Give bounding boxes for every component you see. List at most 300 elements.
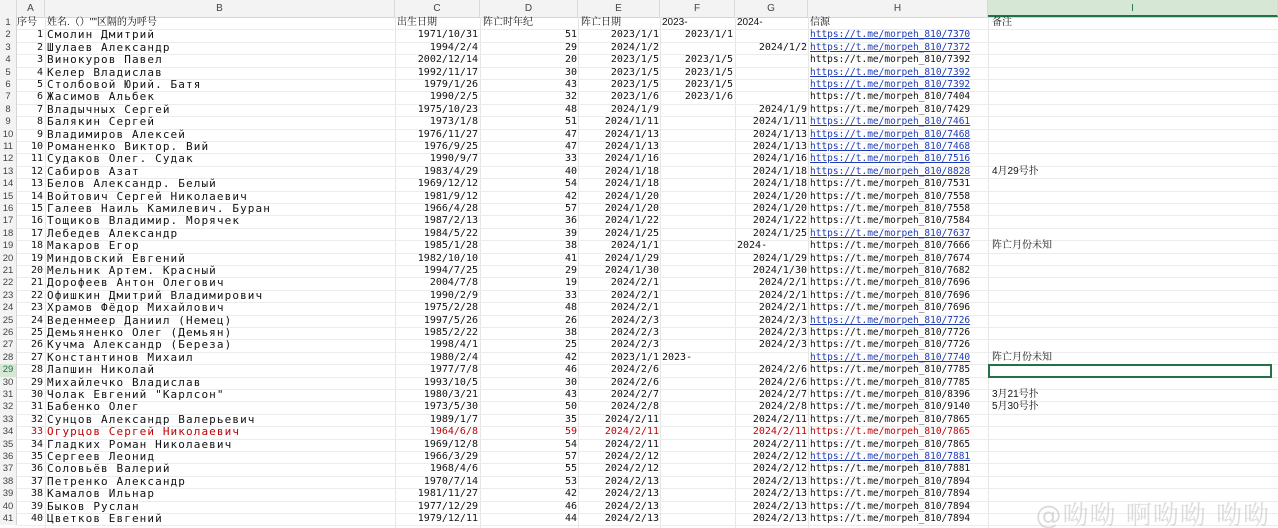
cell-death-date[interactable]: 2023/1/1 bbox=[610, 351, 659, 363]
header-name[interactable]: 姓名.（）""区隔的为呼号 bbox=[47, 17, 157, 28]
cell-name[interactable]: Константинов Михаил bbox=[47, 350, 194, 364]
cell-death-date[interactable]: 2024/1/13 bbox=[604, 128, 659, 140]
header-birth-date[interactable]: 出生日期 bbox=[397, 17, 437, 28]
cell-age[interactable]: 57 bbox=[564, 203, 577, 214]
row-header-24[interactable]: 24 bbox=[0, 302, 17, 314]
cell-index[interactable]: 31 bbox=[30, 401, 43, 413]
cell-birth-date[interactable]: 1990/2/5 bbox=[429, 91, 478, 103]
cell-age[interactable]: 59 bbox=[564, 426, 577, 438]
cell-name[interactable]: Быков Руслан bbox=[47, 499, 140, 513]
cell-2024[interactable]: 2024/1/25 bbox=[752, 227, 807, 239]
cell-source[interactable]: https://t.me/morpeh_810/8396 bbox=[810, 389, 971, 400]
row-header-14[interactable]: 14 bbox=[0, 178, 17, 190]
cell-death-date[interactable]: 2024/1/22 bbox=[604, 215, 659, 227]
cell-source-link[interactable]: https://t.me/morpeh_810/8828 bbox=[810, 165, 971, 177]
cell-note[interactable] bbox=[992, 91, 1192, 103]
cell-birth-date[interactable]: 1964/6/8 bbox=[429, 426, 478, 438]
cell-birth-date[interactable]: 1985/2/22 bbox=[423, 327, 478, 338]
cell-note[interactable] bbox=[992, 327, 1192, 339]
column-header-h[interactable]: H bbox=[808, 0, 988, 17]
cell-age[interactable]: 42 bbox=[564, 488, 577, 500]
cell-index[interactable]: 22 bbox=[30, 289, 43, 301]
cell-age[interactable]: 20 bbox=[564, 54, 577, 66]
cell-source-link[interactable]: https://t.me/morpeh_810/7370 bbox=[810, 29, 971, 41]
cell-name[interactable]: Макаров Егор bbox=[47, 239, 140, 253]
row-header-26[interactable]: 26 bbox=[0, 327, 17, 339]
cell-source-link[interactable]: https://t.me/morpeh_810/7392 bbox=[810, 79, 971, 90]
cell-index[interactable]: 26 bbox=[30, 339, 43, 351]
cell-2023[interactable] bbox=[660, 401, 733, 413]
cell-age[interactable]: 48 bbox=[564, 103, 577, 115]
row-header-21[interactable]: 21 bbox=[0, 265, 17, 277]
cell-2023[interactable] bbox=[660, 439, 733, 451]
cell-note[interactable] bbox=[992, 451, 1192, 463]
cell-death-date[interactable]: 2024/2/3 bbox=[610, 327, 659, 338]
cell-birth-date[interactable]: 1975/10/23 bbox=[417, 103, 478, 115]
cell-source-link[interactable]: https://t.me/morpeh_810/7740 bbox=[810, 351, 971, 363]
cell-age[interactable]: 57 bbox=[564, 451, 577, 462]
cell-source-link[interactable]: https://t.me/morpeh_810/7637 bbox=[810, 227, 971, 239]
cell-source[interactable]: https://t.me/morpeh_810/7429 bbox=[810, 103, 971, 115]
cell-note[interactable] bbox=[992, 315, 1192, 327]
cell-death-date[interactable]: 2024/2/12 bbox=[604, 463, 659, 475]
cell-2024[interactable]: 2024/1/20 bbox=[752, 203, 807, 214]
cell-death-date[interactable]: 2024/1/25 bbox=[604, 227, 659, 239]
cell-birth-date[interactable]: 1975/2/28 bbox=[423, 302, 478, 314]
cell-age[interactable]: 19 bbox=[564, 277, 577, 289]
cell-2024[interactable]: 2024/2/11 bbox=[752, 426, 807, 438]
cell-death-date[interactable]: 2024/1/9 bbox=[610, 103, 659, 115]
cell-2023[interactable] bbox=[660, 476, 733, 488]
cell-2023[interactable] bbox=[660, 116, 733, 128]
cell-age[interactable]: 32 bbox=[564, 91, 577, 103]
cell-index[interactable]: 8 bbox=[36, 116, 43, 128]
cell-source[interactable]: https://t.me/morpeh_810/7881 bbox=[810, 463, 971, 475]
cell-2023[interactable] bbox=[660, 141, 733, 153]
cell-birth-date[interactable]: 1994/2/4 bbox=[429, 41, 478, 53]
cell-note[interactable] bbox=[992, 463, 1192, 475]
cell-source-link[interactable]: https://t.me/morpeh_810/7392 bbox=[810, 66, 971, 78]
cell-death-date[interactable]: 2024/2/6 bbox=[610, 376, 659, 388]
cell-index[interactable]: 4 bbox=[36, 66, 43, 78]
column-header-i[interactable]: I bbox=[988, 0, 1278, 17]
cell-age[interactable]: 25 bbox=[564, 339, 577, 351]
cell-source[interactable]: https://t.me/morpeh_810/7726 bbox=[810, 339, 971, 351]
cell-note[interactable] bbox=[992, 302, 1192, 314]
cell-source[interactable]: https://t.me/morpeh_810/7865 bbox=[810, 438, 971, 450]
cell-birth-date[interactable]: 1969/12/12 bbox=[417, 178, 478, 190]
row-header-17[interactable]: 17 bbox=[0, 215, 17, 227]
cell-death-date[interactable]: 2024/1/29 bbox=[604, 252, 659, 264]
cell-name[interactable]: Соловьёв Валерий bbox=[47, 462, 171, 476]
cell-name[interactable]: Келер Владислав bbox=[47, 65, 163, 79]
cell-note[interactable] bbox=[992, 228, 1192, 240]
cell-index[interactable]: 24 bbox=[30, 314, 43, 326]
cell-age[interactable]: 47 bbox=[564, 128, 577, 140]
cell-source-link[interactable]: https://t.me/morpeh_810/7516 bbox=[810, 153, 971, 165]
cell-index[interactable]: 28 bbox=[30, 364, 43, 376]
cell-birth-date[interactable]: 1990/2/9 bbox=[429, 289, 478, 301]
cell-2024[interactable]: 2024/1/18 bbox=[752, 178, 807, 190]
cell-index[interactable]: 12 bbox=[30, 165, 43, 177]
row-header-23[interactable]: 23 bbox=[0, 290, 17, 302]
cell-age[interactable]: 29 bbox=[564, 265, 577, 276]
cell-death-date[interactable]: 2024/1/18 bbox=[604, 178, 659, 190]
cell-name[interactable]: Дорофеев Антон Олегович bbox=[47, 276, 225, 290]
cell-death-date[interactable]: 2024/1/18 bbox=[604, 165, 659, 177]
cell-note[interactable] bbox=[992, 476, 1192, 488]
cell-birth-date[interactable]: 1977/12/29 bbox=[417, 500, 478, 512]
cell-age[interactable]: 33 bbox=[564, 289, 577, 301]
cell-source[interactable]: https://t.me/morpeh_810/7865 bbox=[810, 426, 971, 438]
row-header-25[interactable]: 25 bbox=[0, 315, 17, 327]
cell-name[interactable]: Белов Александр. Белый bbox=[47, 177, 217, 191]
row-header-31[interactable]: 31 bbox=[0, 389, 17, 401]
cell-name[interactable]: Цветков Евгений bbox=[47, 512, 163, 525]
cell-age[interactable]: 51 bbox=[564, 116, 577, 128]
cell-birth-date[interactable]: 1990/9/7 bbox=[429, 153, 478, 165]
cell-note[interactable] bbox=[992, 426, 1192, 438]
cell-note[interactable] bbox=[992, 277, 1192, 289]
cell-2024[interactable] bbox=[735, 67, 807, 79]
cell-source[interactable]: https://t.me/morpeh_810/7696 bbox=[810, 302, 971, 314]
cell-age[interactable]: 42 bbox=[564, 351, 577, 363]
cell-source[interactable]: https://t.me/morpeh_810/7666 bbox=[810, 240, 971, 252]
cell-2024[interactable]: 2024/2/11 bbox=[752, 438, 807, 450]
cell-2024[interactable]: 2024/2/13 bbox=[752, 475, 807, 487]
cell-index[interactable]: 37 bbox=[30, 475, 43, 487]
cell-source-link[interactable]: https://t.me/morpeh_810/7468 bbox=[810, 128, 971, 140]
cell-age[interactable]: 48 bbox=[564, 302, 577, 314]
cell-2024[interactable]: 2024/1/29 bbox=[752, 252, 807, 264]
cell-2023[interactable]: 2023/1/5 bbox=[684, 54, 733, 66]
cell-name[interactable]: Огурцов Сергей Николаевич bbox=[47, 425, 241, 439]
row-header-29[interactable]: 29 bbox=[0, 364, 17, 376]
header-note[interactable]: 备注 bbox=[992, 17, 1012, 28]
row-header-12[interactable]: 12 bbox=[0, 153, 17, 165]
row-header-9[interactable]: 9 bbox=[0, 116, 17, 128]
cell-2023[interactable] bbox=[660, 513, 733, 525]
row-header-8[interactable]: 8 bbox=[0, 104, 17, 116]
cell-name[interactable]: Сергеев Леонид bbox=[47, 450, 156, 463]
active-cell-selection[interactable] bbox=[988, 364, 1272, 377]
cell-death-date[interactable]: 2024/2/7 bbox=[610, 389, 659, 400]
cell-note[interactable] bbox=[992, 42, 1192, 54]
row-header-40[interactable]: 40 bbox=[0, 501, 17, 513]
cell-death-date[interactable]: 2024/1/20 bbox=[604, 190, 659, 202]
cell-index[interactable]: 18 bbox=[30, 240, 43, 252]
cell-note[interactable] bbox=[992, 29, 1192, 41]
cell-source[interactable]: https://t.me/morpeh_810/7558 bbox=[810, 203, 971, 214]
cell-source[interactable]: https://t.me/morpeh_810/7674 bbox=[810, 252, 971, 264]
cell-name[interactable]: Камалов Ильнар bbox=[47, 487, 156, 501]
cell-note[interactable] bbox=[992, 377, 1192, 389]
row-header-20[interactable]: 20 bbox=[0, 253, 17, 265]
cell-age[interactable]: 39 bbox=[564, 227, 577, 239]
cell-source[interactable]: https://t.me/morpeh_810/7894 bbox=[810, 513, 971, 524]
cell-death-date[interactable]: 2024/1/20 bbox=[604, 203, 659, 214]
cell-source-link[interactable]: https://t.me/morpeh_810/7461 bbox=[810, 116, 971, 128]
cell-death-date[interactable]: 2024/2/8 bbox=[610, 401, 659, 413]
cell-2024[interactable] bbox=[735, 79, 807, 91]
cell-age[interactable]: 46 bbox=[564, 364, 577, 376]
cell-2023[interactable] bbox=[660, 203, 733, 215]
cell-index[interactable]: 32 bbox=[30, 413, 43, 425]
cell-age[interactable]: 51 bbox=[564, 29, 577, 41]
cell-name[interactable]: Лебедев Александр bbox=[47, 226, 179, 240]
cell-note[interactable] bbox=[992, 290, 1192, 302]
header-2023[interactable]: 2023- bbox=[662, 17, 688, 28]
column-header-d[interactable]: D bbox=[480, 0, 578, 17]
cell-death-date[interactable]: 2024/2/12 bbox=[604, 451, 659, 462]
cell-index[interactable]: 3 bbox=[36, 54, 43, 66]
cell-age[interactable]: 38 bbox=[564, 327, 577, 338]
cell-2024[interactable]: 2024/2/3 bbox=[758, 327, 807, 338]
cell-note[interactable] bbox=[992, 215, 1192, 227]
cell-2023[interactable] bbox=[660, 153, 733, 165]
cell-birth-date[interactable]: 1966/4/28 bbox=[423, 203, 478, 214]
cell-2024[interactable]: 2024/1/9 bbox=[758, 103, 807, 115]
cell-2024[interactable] bbox=[735, 91, 807, 103]
cell-birth-date[interactable]: 2004/7/8 bbox=[429, 277, 478, 289]
cell-source[interactable]: https://t.me/morpeh_810/7785 bbox=[810, 364, 971, 376]
cell-death-date[interactable]: 2024/1/11 bbox=[604, 116, 659, 128]
cell-birth-date[interactable]: 1976/9/25 bbox=[423, 141, 478, 152]
cell-note[interactable] bbox=[992, 141, 1192, 153]
cell-index[interactable]: 16 bbox=[30, 215, 43, 227]
cell-death-date[interactable]: 2023/1/6 bbox=[610, 91, 659, 103]
cell-index[interactable]: 36 bbox=[30, 463, 43, 475]
cell-2023[interactable] bbox=[660, 277, 733, 289]
row-header-4[interactable]: 4 bbox=[0, 54, 17, 66]
cell-source[interactable]: https://t.me/morpeh_810/7726 bbox=[810, 327, 971, 338]
cell-2023[interactable] bbox=[660, 215, 733, 227]
cell-note[interactable] bbox=[992, 191, 1192, 203]
cell-2024[interactable]: 2024/2/13 bbox=[752, 500, 807, 512]
cell-2023[interactable] bbox=[660, 488, 733, 500]
row-header-15[interactable]: 15 bbox=[0, 191, 17, 203]
cell-2024[interactable] bbox=[735, 54, 807, 66]
cell-2023[interactable] bbox=[660, 129, 733, 141]
cell-2024[interactable]: 2024/1/20 bbox=[752, 190, 807, 202]
cell-name[interactable]: Владычных Сергей bbox=[47, 102, 171, 116]
cell-index[interactable]: 20 bbox=[30, 265, 43, 276]
header-source[interactable]: 信源 bbox=[810, 17, 830, 28]
cell-birth-date[interactable]: 1980/3/21 bbox=[423, 389, 478, 400]
row-header-33[interactable]: 33 bbox=[0, 414, 17, 426]
cell-2023[interactable]: 2023/1/6 bbox=[684, 91, 733, 103]
cell-2024[interactable]: 2024/2/1 bbox=[758, 302, 807, 314]
cell-index[interactable]: 25 bbox=[30, 327, 43, 338]
cell-index[interactable]: 17 bbox=[30, 227, 43, 239]
cell-index[interactable]: 30 bbox=[30, 389, 43, 400]
cell-age[interactable]: 36 bbox=[564, 215, 577, 227]
cell-2023[interactable]: 2023/1/1 bbox=[684, 29, 733, 41]
cell-2024[interactable]: 2024/2/7 bbox=[758, 389, 807, 400]
cell-index[interactable]: 39 bbox=[30, 500, 43, 512]
cell-note[interactable] bbox=[992, 265, 1192, 277]
cell-2023[interactable] bbox=[660, 364, 733, 376]
cell-name[interactable]: Чолак Евгений "Карлсон" bbox=[47, 388, 225, 401]
cell-source-link[interactable]: https://t.me/morpeh_810/7881 bbox=[810, 451, 971, 462]
cell-name[interactable]: Сабиров Азат bbox=[47, 164, 140, 178]
cell-2024[interactable]: 2024/2/3 bbox=[758, 339, 807, 351]
row-header-3[interactable]: 3 bbox=[0, 42, 17, 54]
cell-2024[interactable]: 2024/1/11 bbox=[752, 116, 807, 128]
row-header-36[interactable]: 36 bbox=[0, 451, 17, 463]
cell-name[interactable]: Шулаев Александр bbox=[47, 40, 171, 54]
cell-age[interactable]: 42 bbox=[564, 190, 577, 202]
cell-death-date[interactable]: 2023/1/5 bbox=[610, 54, 659, 66]
cell-2024[interactable]: 2024/1/13 bbox=[752, 141, 807, 152]
cell-2023[interactable] bbox=[660, 265, 733, 277]
cell-name[interactable]: Лапшин Николай bbox=[47, 363, 156, 377]
cell-2023[interactable] bbox=[660, 228, 733, 240]
row-header-39[interactable]: 39 bbox=[0, 488, 17, 500]
cell-index[interactable]: 10 bbox=[30, 141, 43, 152]
cell-birth-date[interactable]: 1966/3/29 bbox=[423, 451, 478, 462]
cell-name[interactable]: Сунцов Александр Валерьевич bbox=[47, 412, 256, 426]
cell-note[interactable] bbox=[992, 439, 1192, 451]
row-header-38[interactable]: 38 bbox=[0, 476, 17, 488]
cell-age[interactable]: 43 bbox=[564, 389, 577, 400]
cell-2024[interactable]: 2024/2/1 bbox=[758, 289, 807, 301]
cell-note[interactable] bbox=[992, 513, 1192, 525]
cell-age[interactable]: 43 bbox=[564, 79, 577, 90]
cell-death-date[interactable]: 2024/2/13 bbox=[604, 513, 659, 524]
cell-index[interactable]: 1 bbox=[36, 29, 43, 41]
cell-2023[interactable] bbox=[660, 42, 733, 54]
cell-2023[interactable] bbox=[660, 302, 733, 314]
cell-death-date[interactable]: 2023/1/5 bbox=[610, 79, 659, 90]
cell-death-date[interactable]: 2024/2/13 bbox=[604, 475, 659, 487]
cell-name[interactable]: Гладких Роман Николаевич bbox=[47, 437, 233, 451]
cell-2024[interactable]: 2024/2/13 bbox=[752, 488, 807, 500]
cell-index[interactable]: 21 bbox=[30, 277, 43, 289]
cell-source[interactable]: https://t.me/morpeh_810/7894 bbox=[810, 500, 971, 512]
cell-age[interactable]: 29 bbox=[564, 41, 577, 53]
cell-name[interactable]: Демьяненко Олег (Демьян) bbox=[47, 326, 233, 339]
cell-index[interactable]: 38 bbox=[30, 488, 43, 500]
cell-2024[interactable]: 2024/1/16 bbox=[752, 153, 807, 165]
cell-age[interactable]: 53 bbox=[564, 475, 577, 487]
cell-2023[interactable] bbox=[660, 501, 733, 513]
cell-age[interactable]: 54 bbox=[564, 178, 577, 190]
cell-name[interactable]: Судаков Олег. Судак bbox=[47, 152, 194, 166]
cell-2024[interactable] bbox=[735, 352, 807, 364]
cell-name[interactable]: Тощиков Владимир. Морячек bbox=[47, 214, 241, 228]
cell-2024[interactable]: 2024/2/6 bbox=[758, 376, 807, 388]
cell-source[interactable]: https://t.me/morpeh_810/7696 bbox=[810, 277, 971, 289]
cell-note[interactable]: 3月21号扑 bbox=[992, 389, 1039, 400]
cell-birth-date[interactable]: 1987/2/13 bbox=[423, 215, 478, 227]
cell-death-date[interactable]: 2024/2/11 bbox=[604, 438, 659, 450]
cell-age[interactable]: 47 bbox=[564, 141, 577, 152]
cell-note[interactable] bbox=[992, 153, 1192, 165]
cell-death-date[interactable]: 2024/2/3 bbox=[610, 339, 659, 351]
cell-source[interactable]: https://t.me/morpeh_810/7785 bbox=[810, 376, 971, 388]
cell-2024[interactable]: 2024/2/1 bbox=[758, 277, 807, 289]
cell-death-date[interactable]: 2024/1/30 bbox=[604, 265, 659, 276]
cell-birth-date[interactable]: 1992/11/17 bbox=[417, 66, 478, 78]
cell-age[interactable]: 55 bbox=[564, 463, 577, 475]
cell-birth-date[interactable]: 1968/4/6 bbox=[429, 463, 478, 475]
cell-2023[interactable] bbox=[660, 414, 733, 426]
cell-note[interactable] bbox=[992, 67, 1192, 79]
cell-source[interactable]: https://t.me/morpeh_810/7392 bbox=[810, 54, 971, 66]
row-header-7[interactable]: 7 bbox=[0, 91, 17, 103]
column-header-e[interactable]: E bbox=[578, 0, 660, 17]
cell-death-date[interactable]: 2024/1/2 bbox=[610, 41, 659, 53]
cell-source[interactable]: https://t.me/morpeh_810/7404 bbox=[810, 91, 971, 103]
cell-death-date[interactable]: 2024/1/13 bbox=[604, 141, 659, 152]
cell-birth-date[interactable]: 1977/7/8 bbox=[429, 364, 478, 376]
cell-source-link[interactable]: https://t.me/morpeh_810/7372 bbox=[810, 41, 971, 53]
cell-birth-date[interactable]: 1997/5/26 bbox=[423, 314, 478, 326]
cell-2024[interactable]: 2024/2/12 bbox=[752, 463, 807, 475]
cell-birth-date[interactable]: 1981/9/12 bbox=[423, 190, 478, 202]
cell-age[interactable]: 26 bbox=[564, 314, 577, 326]
cell-index[interactable]: 9 bbox=[36, 128, 43, 140]
cell-2024[interactable]: 2024/1/18 bbox=[752, 165, 807, 177]
row-header-30[interactable]: 30 bbox=[0, 377, 17, 389]
row-header-27[interactable]: 27 bbox=[0, 339, 17, 351]
cell-age[interactable]: 50 bbox=[564, 401, 577, 413]
row-header-16[interactable]: 16 bbox=[0, 203, 17, 215]
cell-birth-date[interactable]: 1979/1/26 bbox=[423, 79, 478, 90]
cell-birth-date[interactable]: 1973/5/30 bbox=[423, 401, 478, 413]
cell-2023[interactable] bbox=[660, 290, 733, 302]
cell-source[interactable]: https://t.me/morpeh_810/7558 bbox=[810, 190, 971, 202]
cell-2023[interactable] bbox=[660, 166, 733, 178]
row-header-5[interactable]: 5 bbox=[0, 67, 17, 79]
cell-name[interactable]: Галеев Наиль Камилевич. Буран bbox=[47, 202, 271, 215]
cell-2023[interactable] bbox=[660, 463, 733, 475]
row-header-41[interactable]: 41 bbox=[0, 513, 17, 525]
cell-name[interactable]: Столбовой Юрий. Батя bbox=[47, 78, 202, 91]
cell-name[interactable]: Храмов Фёдор Михайлович bbox=[47, 301, 225, 315]
cell-note[interactable] bbox=[992, 116, 1192, 128]
cell-death-date[interactable]: 2024/2/11 bbox=[604, 426, 659, 438]
cell-note[interactable] bbox=[992, 414, 1192, 426]
cell-birth-date[interactable]: 1985/1/28 bbox=[423, 240, 478, 252]
cell-name[interactable]: Романенко Виктор. Вий bbox=[47, 140, 210, 153]
column-header-b[interactable]: B bbox=[45, 0, 395, 17]
cell-2023[interactable] bbox=[660, 191, 733, 203]
cell-source[interactable]: https://t.me/morpeh_810/7531 bbox=[810, 178, 971, 190]
cell-source-link[interactable]: https://t.me/morpeh_810/7726 bbox=[810, 314, 971, 326]
cell-note[interactable] bbox=[992, 178, 1192, 190]
cell-2023[interactable] bbox=[660, 327, 733, 339]
cell-2023[interactable] bbox=[660, 377, 733, 389]
cell-name[interactable]: Балякин Сергей bbox=[47, 115, 156, 129]
cell-2024[interactable]: 2024/2/8 bbox=[758, 401, 807, 413]
cell-death-date[interactable]: 2024/2/13 bbox=[604, 500, 659, 512]
select-all-corner[interactable] bbox=[0, 0, 17, 17]
cell-age[interactable]: 35 bbox=[564, 413, 577, 425]
cell-index[interactable]: 15 bbox=[30, 203, 43, 214]
cell-death-date[interactable]: 2024/1/1 bbox=[610, 240, 659, 252]
cell-2024[interactable]: 2024/1/13 bbox=[752, 128, 807, 140]
cell-age[interactable]: 54 bbox=[564, 438, 577, 450]
column-header-a[interactable]: A bbox=[17, 0, 45, 17]
cell-age[interactable]: 30 bbox=[564, 66, 577, 78]
row-header-13[interactable]: 13 bbox=[0, 166, 17, 178]
cell-birth-date[interactable]: 1994/7/25 bbox=[423, 265, 478, 276]
cell-birth-date[interactable]: 1983/4/29 bbox=[423, 165, 478, 177]
cell-name[interactable]: Бабенко Олег bbox=[47, 400, 140, 414]
cell-death-date[interactable]: 2024/2/1 bbox=[610, 289, 659, 301]
